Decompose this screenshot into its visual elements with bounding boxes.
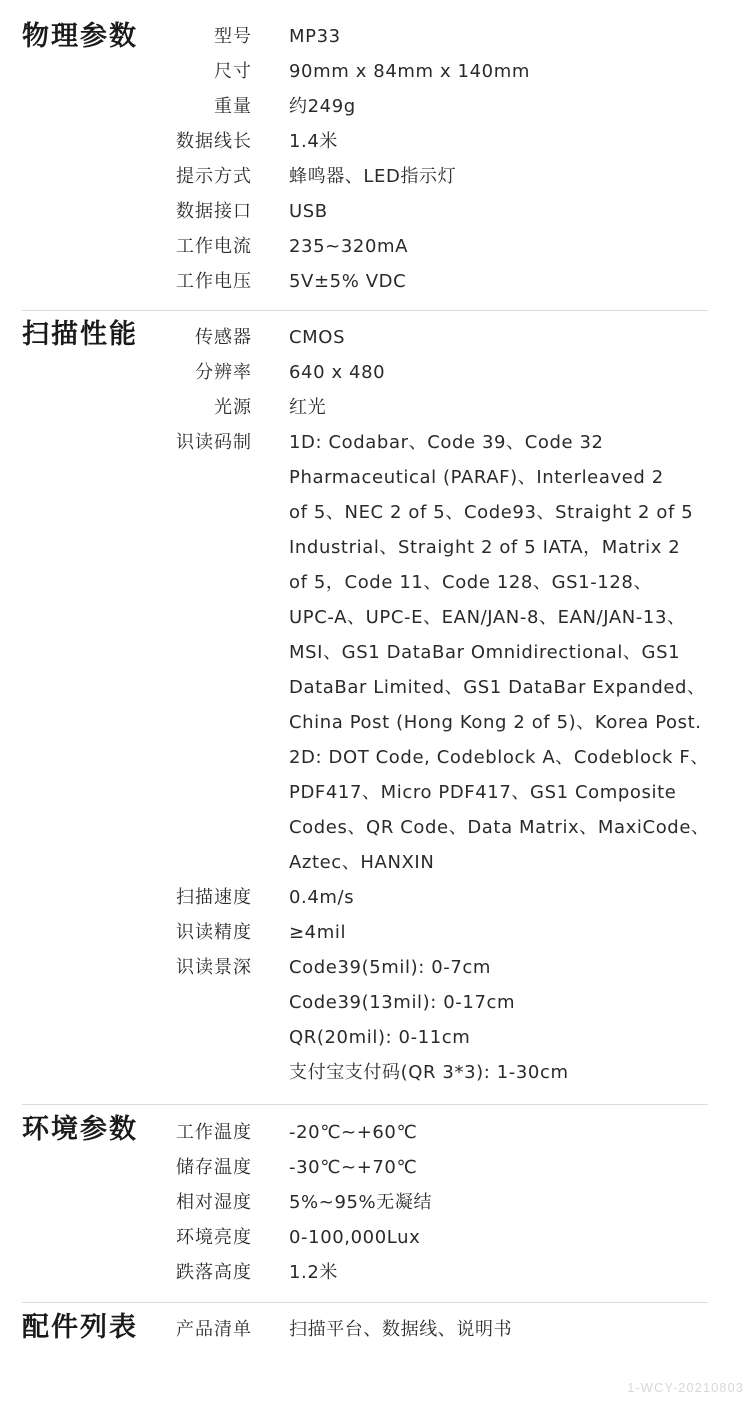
spec-value-line: Aztec、HANXIN bbox=[289, 852, 435, 873]
spec-label: 环境亮度 bbox=[176, 1227, 252, 1248]
spec-label: 识读精度 bbox=[176, 922, 252, 943]
spec-value-line: 0.4m/s bbox=[289, 887, 355, 908]
spec-value-line: MP33 bbox=[289, 26, 341, 47]
spec-label: 储存温度 bbox=[176, 1157, 252, 1178]
spec-value-line: 支付宝支付码(QR 3*3): 1-30cm bbox=[289, 1062, 569, 1083]
spec-value bbox=[289, 425, 710, 880]
section-title: 配件列表 bbox=[22, 1312, 138, 1343]
spec-label: 尺寸 bbox=[214, 61, 252, 82]
spec-value-line: 1.2米 bbox=[289, 1262, 339, 1283]
spec-row bbox=[0, 229, 750, 264]
spec-row bbox=[0, 89, 750, 124]
spec-label: 产品清单 bbox=[176, 1319, 252, 1340]
spec-label: 光源 bbox=[214, 397, 252, 418]
spec-label: 相对湿度 bbox=[176, 1192, 252, 1213]
spec-value-line: 扫描平台、数据线、说明书 bbox=[289, 1319, 513, 1340]
section-title: 环境参数 bbox=[22, 1114, 138, 1145]
spec-value-line: 约249g bbox=[289, 96, 356, 117]
spec-value bbox=[289, 1150, 417, 1185]
spec-value-line: 1D: Codabar、Code 39、Code 32 bbox=[289, 432, 604, 453]
spec-value bbox=[289, 264, 406, 299]
spec-value-line: QR(20mil): 0-11cm bbox=[289, 1027, 471, 1048]
spec-value bbox=[289, 1115, 417, 1150]
spec-label: 工作温度 bbox=[176, 1122, 252, 1143]
spec-label: 工作电压 bbox=[176, 271, 252, 292]
spec-value bbox=[289, 159, 456, 194]
spec-value-line: of 5，Code 11、Code 128、GS1-128、 bbox=[289, 572, 653, 593]
footer-code: 1-WCY-20210803 bbox=[627, 1380, 744, 1395]
spec-value-line: MSI、GS1 DataBar Omnidirectional、GS1 bbox=[289, 642, 681, 663]
spec-value bbox=[289, 1255, 338, 1290]
section-title: 物理参数 bbox=[22, 21, 138, 52]
spec-label: 识读码制 bbox=[176, 432, 252, 453]
spec-value-line: 蜂鸣器、LED指示灯 bbox=[289, 166, 457, 187]
spec-value bbox=[289, 950, 569, 1090]
spec-value-line: 1.4米 bbox=[289, 131, 339, 152]
spec-value-line: of 5、NEC 2 of 5、Code93、Straight 2 of 5 bbox=[289, 502, 694, 523]
spec-row bbox=[0, 425, 750, 880]
spec-value-line: Code39(5mil): 0-7cm bbox=[289, 957, 492, 978]
spec-row bbox=[0, 264, 750, 299]
spec-value-line: ≥4mil bbox=[289, 922, 347, 943]
spec-row bbox=[0, 355, 750, 390]
spec-value-line: 90mm x 84mm x 140mm bbox=[289, 61, 530, 82]
spec-label: 提示方式 bbox=[176, 166, 252, 187]
spec-value-line: 235~320mA bbox=[289, 236, 409, 257]
spec-row bbox=[0, 54, 750, 89]
spec-value-line: -30℃~+70℃ bbox=[289, 1157, 418, 1178]
spec-value bbox=[289, 54, 530, 89]
spec-value bbox=[289, 1312, 512, 1347]
spec-row bbox=[0, 390, 750, 425]
spec-label: 跌落高度 bbox=[176, 1262, 252, 1283]
spec-value bbox=[289, 1185, 432, 1220]
spec-value-line: Pharmaceutical (PARAF)、Interleaved 2 bbox=[289, 467, 664, 488]
spec-label: 型号 bbox=[214, 26, 252, 47]
spec-value bbox=[289, 124, 338, 159]
spec-label: 传感器 bbox=[195, 327, 252, 348]
spec-value bbox=[289, 355, 385, 390]
spec-value bbox=[289, 89, 356, 124]
spec-value-line: China Post (Hong Kong 2 of 5)、Korea Post. bbox=[289, 712, 702, 733]
spec-label: 识读景深 bbox=[176, 957, 252, 978]
spec-label: 分辨率 bbox=[195, 362, 252, 383]
spec-row bbox=[0, 1185, 750, 1220]
spec-value-line: DataBar Limited、GS1 DataBar Expanded、 bbox=[289, 677, 706, 698]
spec-row bbox=[0, 1115, 750, 1150]
spec-value bbox=[289, 19, 341, 54]
spec-value-line: 5%~95%无凝结 bbox=[289, 1192, 433, 1213]
spec-row bbox=[0, 1312, 750, 1347]
spec-value-line: 640 x 480 bbox=[289, 362, 386, 383]
spec-value-line: UPC-A、UPC-E、EAN/JAN-8、EAN/JAN-13、 bbox=[289, 607, 686, 628]
spec-value-line: CMOS bbox=[289, 327, 346, 348]
spec-row bbox=[0, 19, 750, 54]
spec-value bbox=[289, 320, 345, 355]
spec-row bbox=[0, 1220, 750, 1255]
spec-label: 工作电流 bbox=[176, 236, 252, 257]
spec-row bbox=[0, 1255, 750, 1290]
spec-label: 重量 bbox=[214, 96, 252, 117]
spec-value bbox=[289, 390, 326, 425]
section-divider bbox=[22, 1302, 708, 1303]
spec-row bbox=[0, 194, 750, 229]
section-divider bbox=[22, 310, 708, 311]
spec-value-line: 5V±5% VDC bbox=[289, 271, 407, 292]
spec-value-line: 0-100,000Lux bbox=[289, 1227, 421, 1248]
spec-row bbox=[0, 880, 750, 915]
section-title: 扫描性能 bbox=[22, 319, 138, 350]
spec-label: 数据接口 bbox=[176, 201, 252, 222]
spec-value bbox=[289, 880, 354, 915]
spec-row bbox=[0, 950, 750, 1090]
spec-row bbox=[0, 1150, 750, 1185]
spec-row bbox=[0, 320, 750, 355]
spec-value bbox=[289, 194, 328, 229]
spec-value-line: -20℃~+60℃ bbox=[289, 1122, 418, 1143]
spec-value bbox=[289, 229, 408, 264]
spec-value-line: Codes、QR Code、Data Matrix、MaxiCode、 bbox=[289, 817, 710, 838]
spec-value-line: Industrial、Straight 2 of 5 IATA，Matrix 2 bbox=[289, 537, 681, 558]
spec-value-line: 红光 bbox=[289, 397, 327, 418]
spec-value-line: 2D: DOT Code, Codeblock A、Codeblock F、 bbox=[289, 747, 709, 768]
spec-value bbox=[289, 1220, 420, 1255]
spec-value-line: PDF417、Micro PDF417、GS1 Composite bbox=[289, 782, 677, 803]
spec-row bbox=[0, 915, 750, 950]
spec-row bbox=[0, 159, 750, 194]
spec-label: 数据线长 bbox=[176, 131, 252, 152]
spec-label: 扫描速度 bbox=[176, 887, 252, 908]
section-divider bbox=[22, 1104, 708, 1105]
spec-value-line: Code39(13mil): 0-17cm bbox=[289, 992, 516, 1013]
spec-row bbox=[0, 124, 750, 159]
spec-value-line: USB bbox=[289, 201, 328, 222]
spec-value bbox=[289, 915, 346, 950]
